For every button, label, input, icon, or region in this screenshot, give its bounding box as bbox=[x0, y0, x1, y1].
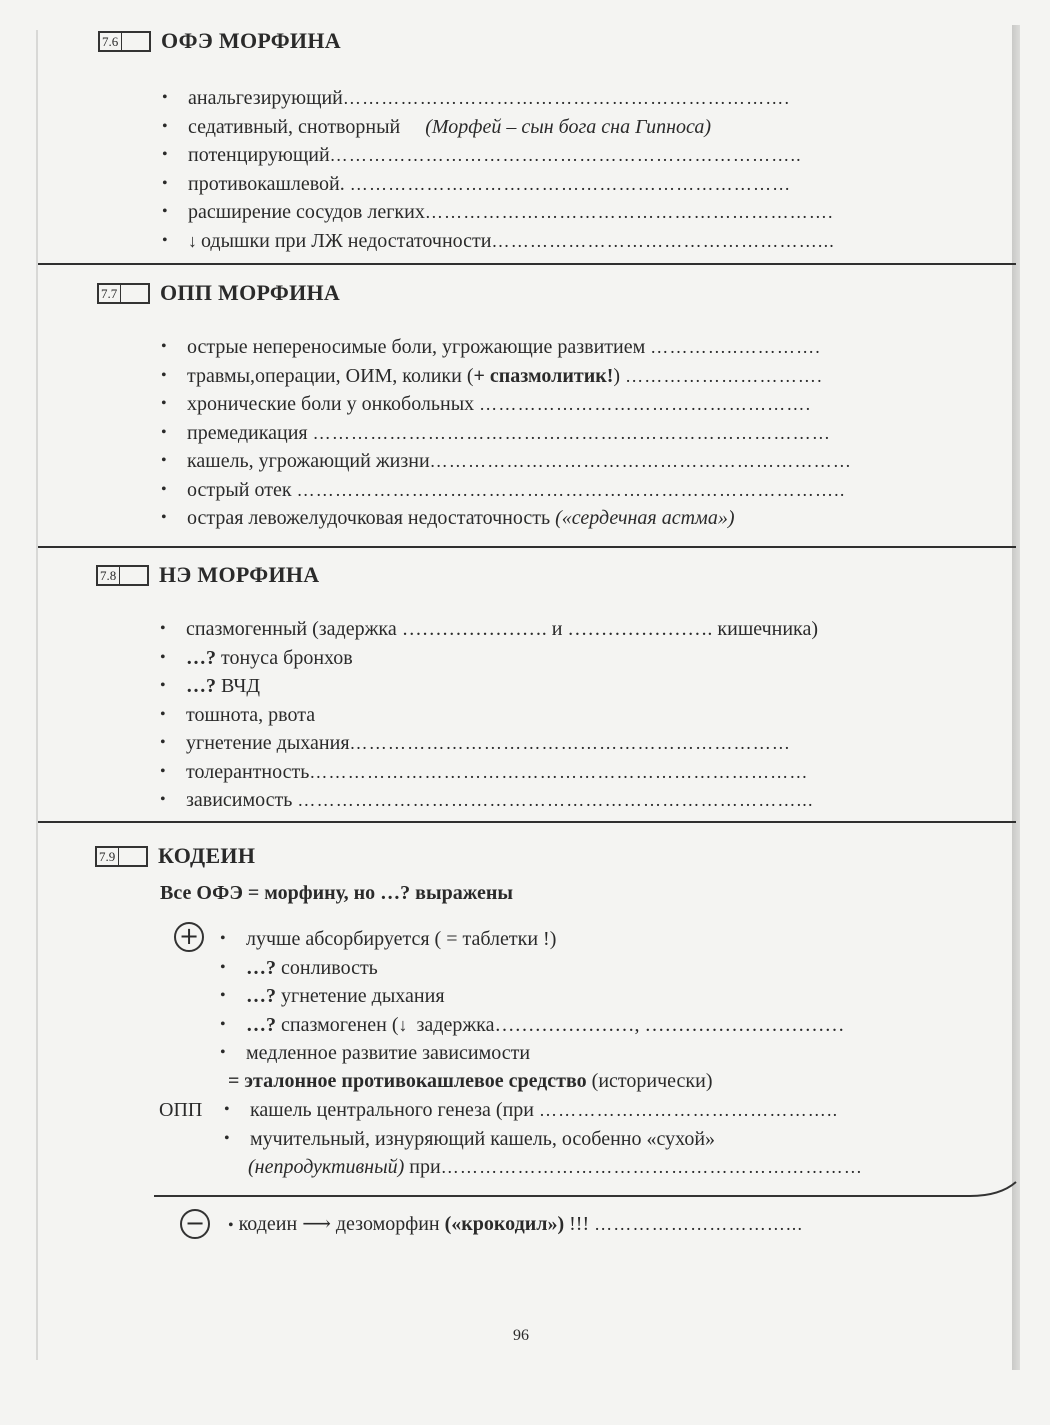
list-item: • потенцирующий……………………………………………………………….. bbox=[162, 144, 802, 166]
section-number-box bbox=[98, 31, 151, 52]
section-divider bbox=[38, 546, 1016, 548]
section-number-box bbox=[95, 846, 148, 867]
section-number: 7.6 bbox=[102, 33, 122, 50]
list-item: • лучше абсорбируется ( = таблетки !) bbox=[220, 928, 557, 950]
section-7-6-list bbox=[162, 84, 992, 255]
list-item: • …? тонуса бронхов bbox=[160, 646, 353, 669]
list-item: • угнетение дыхания…………………………………………………………… bbox=[160, 732, 792, 754]
list-item: • седативный, снотворный (Морфей – сын бога сна Гипноса) bbox=[162, 115, 712, 138]
list-item: • медленное развитие зависимости bbox=[220, 1042, 531, 1064]
list-item: • тошнота, рвота bbox=[160, 703, 316, 726]
section-number-box bbox=[97, 283, 150, 304]
list-item: • хронические боли у онкобольных ……………………………………………. bbox=[161, 393, 812, 415]
section-7-8-list bbox=[160, 615, 990, 815]
list-item: • острые непереносимые боли, угрожающие развитием …………..…………. bbox=[161, 336, 821, 358]
section-title: ОФЭ МОРФИНА bbox=[161, 28, 341, 53]
list-item: • зависимость ……………………………………………………………………... bbox=[160, 789, 814, 811]
section-divider bbox=[38, 263, 1016, 265]
section-7-7-list bbox=[161, 333, 991, 533]
kodein-advantages-list bbox=[220, 925, 990, 1068]
plus-circle-icon: + bbox=[174, 922, 204, 952]
list-item: • травмы,операции, ОИМ, колики (+ спазмолитик!) …………………………. bbox=[161, 364, 823, 387]
section-7-6-header bbox=[98, 28, 341, 54]
page-number: 96 bbox=[513, 1327, 529, 1344]
section-7-8-header bbox=[96, 562, 319, 588]
list-item: • анальгезирующий……………………………………………………………. bbox=[162, 87, 791, 109]
kodein-drawback-item: • кодеин ⟶ дезоморфин («крокодил») !!! …………………………... bbox=[228, 1213, 804, 1235]
section-number: 7.9 bbox=[99, 848, 119, 865]
list-item: • спазмогенный (задержка …………………. и …………………. кишечника) bbox=[160, 618, 819, 640]
page-edge-left bbox=[36, 30, 38, 1360]
list-item: • …? ВЧД bbox=[160, 675, 260, 697]
section-number-box bbox=[96, 565, 149, 586]
list-item: • кашель, угрожающий жизни………………………………………………………… bbox=[161, 450, 853, 472]
list-item: • расширение сосудов легких………………………………………………………. bbox=[162, 201, 834, 223]
arrow-down-icon: ↓ bbox=[398, 1014, 408, 1035]
list-item: • …? угнетение дыхания bbox=[220, 985, 445, 1007]
section-number: 7.7 bbox=[101, 285, 121, 302]
curved-divider bbox=[150, 1178, 1020, 1202]
list-item: • мучительный, изнуряющий кашель, особенно «сухой» bbox=[224, 1127, 716, 1150]
indication-continuation: (непродуктивный) при………………………………………………………… bbox=[248, 1156, 864, 1178]
opp-label: ОПП bbox=[159, 1099, 203, 1121]
standard-remedy-line: = эталонное противокашлевое средство (исторически) bbox=[228, 1070, 713, 1092]
list-item: • противокашлевой. …………………………………………………………… bbox=[162, 172, 792, 195]
list-item: • острая левожелудочковая недостаточность («сердечная астма») bbox=[161, 507, 735, 529]
arrow-right-icon: ⟶ bbox=[302, 1213, 331, 1235]
page-edge-right bbox=[1012, 25, 1020, 1370]
kodein-subtitle: Все ОФЭ = морфину, но …? выражены bbox=[160, 882, 513, 904]
list-item: • …? сонливость bbox=[220, 956, 378, 979]
section-title: НЭ МОРФИНА bbox=[159, 562, 320, 587]
list-item: • премедикация ……………………………………………………………………… bbox=[161, 421, 832, 444]
arrow-down-icon: ↓ bbox=[188, 230, 197, 251]
kodein-indications-list bbox=[224, 1096, 994, 1153]
list-item: • ↓ одышки при ЛЖ недостаточности……………………………………………... bbox=[162, 227, 992, 256]
section-title: ОПП МОРФИНА bbox=[160, 280, 341, 305]
list-item: • толерантность…………………………………………………………………… bbox=[160, 760, 809, 783]
list-item: • …? спазмогенен (↓ задержка…………………, ………………………… bbox=[220, 1011, 990, 1040]
minus-circle-icon: − bbox=[180, 1209, 210, 1239]
list-item: • кашель центрального генеза (при ……………………………………….. bbox=[224, 1099, 839, 1121]
section-7-9-header bbox=[95, 843, 255, 869]
section-divider bbox=[38, 821, 1016, 823]
section-7-7-header bbox=[97, 280, 340, 306]
section-number: 7.8 bbox=[100, 567, 120, 584]
section-title: КОДЕИН bbox=[158, 843, 256, 868]
list-item: • острый отек ………………………………………………………………………….. bbox=[161, 478, 846, 501]
